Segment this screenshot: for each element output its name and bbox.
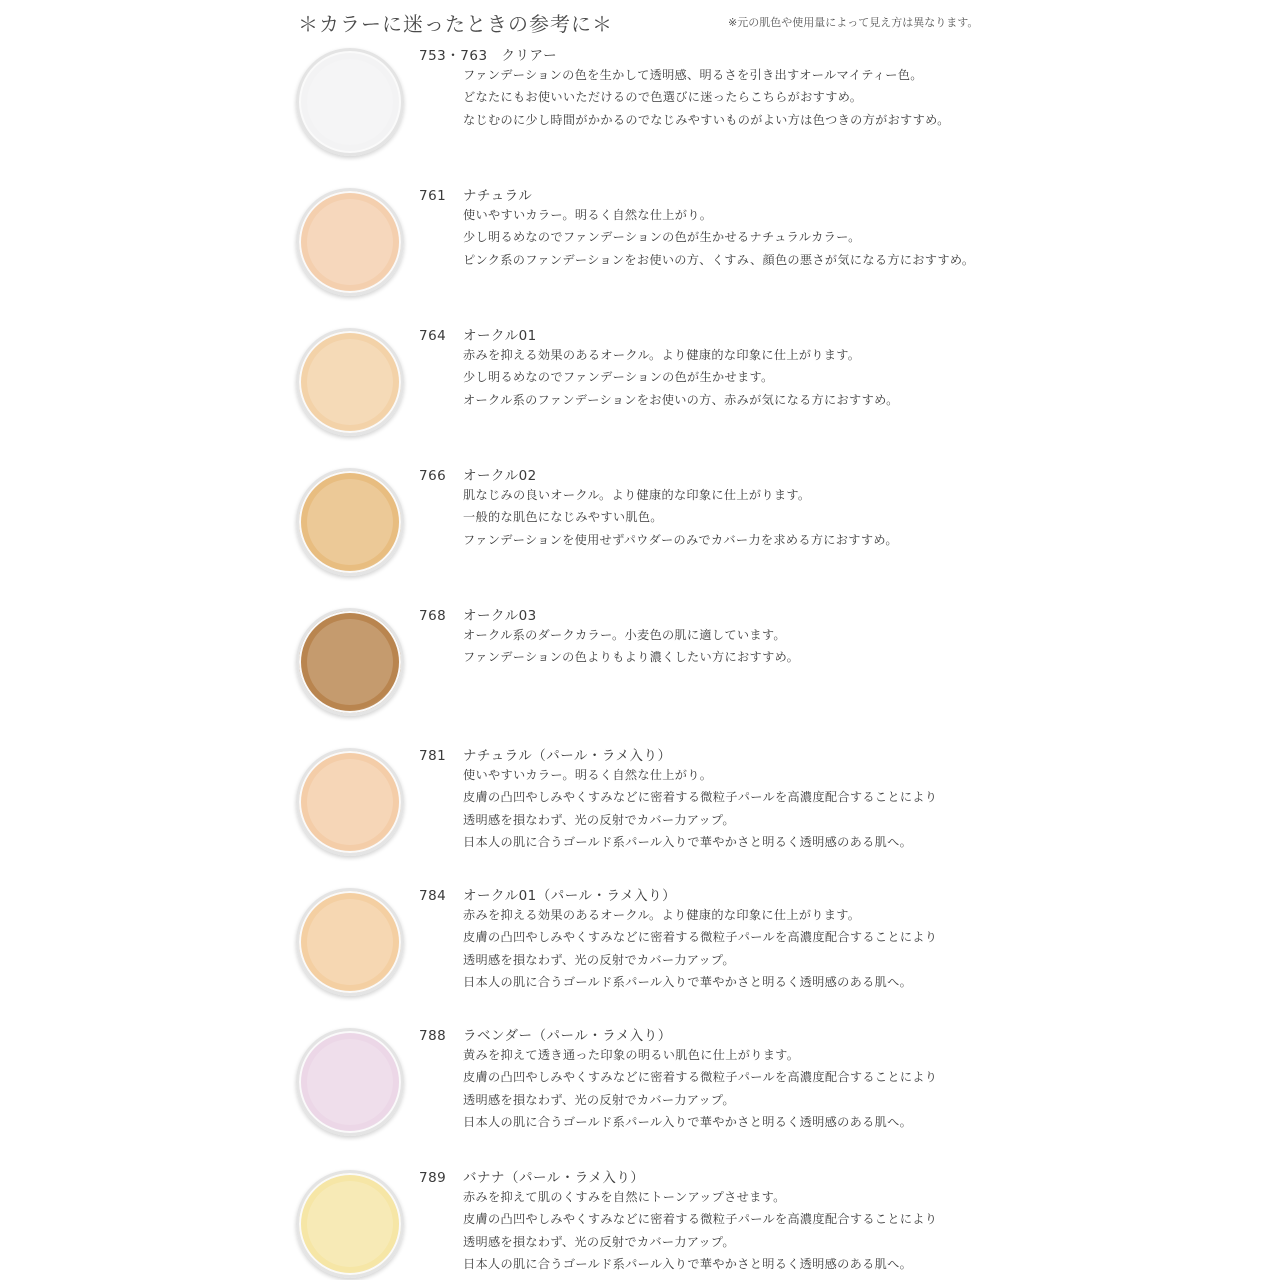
color-swatch xyxy=(296,608,404,716)
description-line: 赤みを抑える効果のあるオークル。より健康的な印象に仕上がります。 xyxy=(463,908,861,922)
shade-code: 764 xyxy=(419,328,447,344)
shade-name: ナチュラル xyxy=(463,188,533,204)
shade-name: クリアー xyxy=(501,48,558,64)
color-swatch xyxy=(296,1028,404,1136)
description-line: ファンデーションの色よりもより濃くしたい方におすすめ。 xyxy=(463,650,800,665)
description-line: 透明感を損なわず、光の反射でカバー力アップ。 xyxy=(463,812,735,827)
description-line: 少し明るめなのでファンデーションの色が生かせるナチュラルカラー。 xyxy=(463,230,861,245)
shade-name: オークル01 xyxy=(463,328,537,344)
description-line: 日本人の肌に合うゴールド系パール入りで華やかさと明るく透明感のある肌へ。 xyxy=(463,975,913,990)
page-title: ＊カラーに迷ったときの参考に＊ xyxy=(298,12,613,36)
shade-heading xyxy=(419,604,537,624)
shade-heading xyxy=(419,324,537,344)
color-swatch xyxy=(296,188,404,296)
shade-description xyxy=(463,204,974,271)
description-line: 日本人の肌に合うゴールド系パール入りで華やかさと明るく透明感のある肌へ。 xyxy=(463,835,913,850)
shade-description xyxy=(463,764,937,854)
description-line: ファンデーションを使用せずパウダーのみでカバー力を求める方におすすめ。 xyxy=(463,532,898,547)
shade-description xyxy=(463,344,899,411)
shade-heading xyxy=(419,744,672,764)
color-swatch xyxy=(296,1170,404,1278)
shade-code: 789 xyxy=(419,1170,447,1186)
description-line: 肌なじみの良いオークル。より健康的な印象に仕上がります。 xyxy=(463,488,811,502)
usage-note: ※元の肌色や使用量によって見え方は異なります。 xyxy=(728,16,979,29)
shade-code: 784 xyxy=(419,888,447,904)
shade-code: 761 xyxy=(419,188,447,204)
description-line: 皮膚の凸凹やしみやくすみなどに密着する微粒子パールを高濃度配合することにより xyxy=(463,930,938,945)
description-line: 透明感を損なわず、光の反射でカバー力アップ。 xyxy=(463,1234,735,1249)
description-line: 少し明るめなのでファンデーションの色が生かせます。 xyxy=(463,370,774,385)
description-line: オークル系のダークカラー。小麦色の肌に適しています。 xyxy=(463,628,786,642)
shade-name: オークル01（パール・ラメ入り） xyxy=(463,888,677,904)
shade-heading xyxy=(419,1024,672,1044)
description-line: 使いやすいカラー。明るく自然な仕上がり。 xyxy=(463,208,713,222)
description-line: 黄みを抑えて透き通った印象の明るい肌色に仕上がります。 xyxy=(463,1048,800,1062)
shade-description xyxy=(463,484,898,551)
description-line: 皮膚の凸凹やしみやくすみなどに密着する微粒子パールを高濃度配合することにより xyxy=(463,790,938,805)
description-line: 日本人の肌に合うゴールド系パール入りで華やかさと明るく透明感のある肌へ。 xyxy=(463,1115,913,1130)
shade-name: バナナ（パール・ラメ入り） xyxy=(463,1170,645,1186)
shade-description xyxy=(463,624,799,669)
shade-heading xyxy=(419,884,676,904)
description-line: 日本人の肌に合うゴールド系パール入りで華やかさと明るく透明感のある肌へ。 xyxy=(463,1257,913,1272)
shade-name: ラベンダー（パール・ラメ入り） xyxy=(463,1028,672,1044)
description-line: 赤みを抑える効果のあるオークル。より健康的な印象に仕上がります。 xyxy=(463,348,861,362)
description-line: オークル系のファンデーションをお使いの方、赤みが気になる方におすすめ。 xyxy=(463,392,899,407)
shade-name: オークル02 xyxy=(463,468,537,484)
color-swatch xyxy=(296,468,404,576)
shade-heading xyxy=(419,44,557,64)
shade-code: 766 xyxy=(419,468,447,484)
description-line: 皮膚の凸凹やしみやくすみなどに密着する微粒子パールを高濃度配合することにより xyxy=(463,1070,938,1085)
description-line: ファンデーションの色を生かして透明感、明るさを引き出すオールマイティー色。 xyxy=(463,68,923,82)
description-line: 透明感を損なわず、光の反射でカバー力アップ。 xyxy=(463,1092,735,1107)
shade-heading xyxy=(419,184,532,204)
description-line: 一般的な肌色になじみやすい肌色。 xyxy=(463,510,663,525)
shade-code: 788 xyxy=(419,1028,447,1044)
description-line: 赤みを抑えて肌のくすみを自然にトーンアップさせます。 xyxy=(463,1190,786,1204)
description-line: 透明感を損なわず、光の反射でカバー力アップ。 xyxy=(463,952,735,967)
shade-code: 768 xyxy=(419,608,447,624)
shade-code: 781 xyxy=(419,748,447,764)
description-line: ピンク系のファンデーションをお使いの方、くすみ、顔色の悪さが気になる方におすすめ。 xyxy=(463,252,975,267)
color-swatch xyxy=(296,328,404,436)
description-line: 使いやすいカラー。明るく自然な仕上がり。 xyxy=(463,768,713,782)
description-line: どなたにもお使いいただけるので色選びに迷ったらこちらがおすすめ。 xyxy=(463,90,863,105)
description-line: なじむのに少し時間がかかるのでなじみやすいものがよい方は色つきの方がおすすめ。 xyxy=(463,112,950,127)
description-line: 皮膚の凸凹やしみやくすみなどに密着する微粒子パールを高濃度配合することにより xyxy=(463,1212,938,1227)
shade-name: オークル03 xyxy=(463,608,537,624)
shade-description xyxy=(463,904,937,994)
shade-description xyxy=(463,1044,937,1134)
color-swatch xyxy=(296,48,404,156)
shade-heading xyxy=(419,1166,644,1186)
shade-description xyxy=(463,1186,937,1276)
shade-heading xyxy=(419,464,537,484)
color-swatch xyxy=(296,748,404,856)
color-swatch xyxy=(296,888,404,996)
shade-description xyxy=(463,64,950,131)
shade-code: 753・763 xyxy=(419,48,488,64)
shade-name: ナチュラル（パール・ラメ入り） xyxy=(463,748,672,764)
